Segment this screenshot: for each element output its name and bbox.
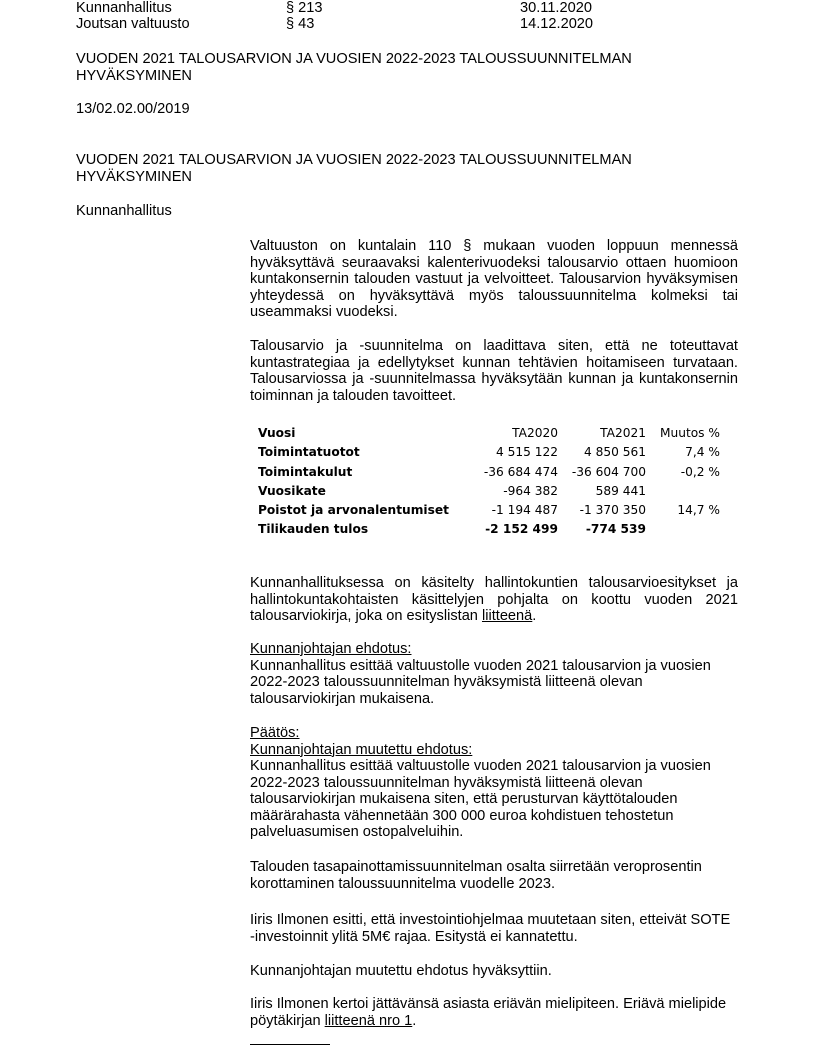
cell-change: 7,4 %	[685, 445, 720, 460]
dissent-line: Iiris Ilmonen kertoi jättävänsä asiasta eriävän mielipiteen. Eriävä mielipide	[250, 996, 727, 1012]
table-row	[258, 520, 728, 539]
meeting-date: 30.11.2020	[520, 0, 592, 16]
meeting-body: Kunnanhallitus	[76, 0, 172, 16]
row-label: Toimintakulut	[258, 464, 353, 479]
cell-ta2021: -36 604 700	[571, 464, 646, 479]
cell-ta2020: -1 194 487	[491, 503, 558, 518]
row-label: Tilikauden tulos	[258, 522, 369, 537]
paragraph-requirements: Talousarvio ja -suunnitelma on laadittava siten, että ne toteuttavat kuntastrategiaa ja edellytykset kunnan tehtävien hoitamiseen turvataan. Talousarviossa ja -suunnitelmassa hyväksytään kunnan ja kuntakonsernin toiminnan ja talouden tavoitteet.	[250, 338, 738, 404]
section-title	[76, 152, 696, 185]
modified-proposal-line: määrärahasta vähennetään 300 000 euroa kohdistuen tehostetun	[250, 807, 674, 824]
proposal-line: Kunnanhallitus esittää valtuustolle vuoden 2021 talousarvion ja vuosien	[250, 657, 711, 674]
table-row	[258, 443, 728, 462]
row-label: Poistot ja arvonalentumiset	[258, 503, 449, 518]
title-line: VUODEN 2021 TALOUSARVION JA VUOSIEN 2022-2023 TALOUSSUUNNITELMAN	[76, 51, 632, 67]
row-label: Vuosikate	[258, 483, 326, 498]
row-label: Toimintatuotot	[258, 445, 360, 460]
section-number: § 43	[286, 16, 315, 32]
modified-proposal-line: Kunnanhallitus esittää valtuustolle vuoden 2021 talousarvion ja vuosien	[250, 758, 711, 774]
balance-plan-paragraph	[250, 859, 738, 892]
table-row	[258, 463, 728, 482]
document-title	[76, 51, 696, 84]
paragraph-budget-book	[250, 575, 738, 625]
counter-proposal-line: -investoinnit ylitä 5M€ rajaa. Esitystä ei kannatettu.	[250, 928, 578, 945]
title-line: HYVÄKSYMINEN	[76, 67, 192, 84]
cell-ta2020: -36 684 474	[483, 464, 558, 479]
cell-change: -0,2 %	[680, 464, 720, 479]
meeting-date: 14.12.2020	[520, 16, 594, 32]
body-heading: Kunnanhallitus	[76, 203, 172, 219]
cell-change: 14,7 %	[677, 503, 720, 518]
modified-proposal-line: 2022-2023 taloussuunnitelman hyväksymistä liitteenä olevan	[250, 774, 643, 791]
decision-heading: Päätös:	[250, 725, 300, 741]
modified-proposal-heading: Kunnanjohtajan muutettu ehdotus:	[250, 741, 473, 758]
proposal-section	[250, 641, 738, 707]
paragraph-text: Kunnanhallituksessa on käsitelty hallintokuntien talousarvioesitykset ja hallintokuntakohtaisten käsittelyjen pohjalta on koottu vuoden 2021 talousarviokirja, joka on esityslistan	[250, 575, 738, 624]
table-row	[258, 501, 728, 520]
header-year: Vuosi	[258, 426, 296, 440]
dissent-paragraph	[250, 996, 738, 1029]
decision-section	[250, 725, 738, 841]
cell-ta2021: 4 850 561	[583, 445, 646, 460]
dissent-line	[250, 1013, 738, 1030]
decision-result: Kunnanjohtajan muutettu ehdotus hyväksyttiin.	[250, 963, 552, 979]
proposal-line: 2022-2023 taloussuunnitelman hyväksymistä liitteenä olevan	[250, 674, 643, 690]
closing-rule	[250, 1044, 330, 1045]
cell-ta2021: 589 441	[595, 483, 646, 498]
cell-ta2021: -774 539	[585, 522, 646, 537]
balance-line: korottaminen taloussuunnitelma vuodelle 2023.	[250, 875, 556, 892]
proposal-line: talousarviokirjan mukaisena.	[250, 690, 435, 707]
modified-proposal-line: palveluasumisen ostopalveluihin.	[250, 824, 464, 840]
table-row	[258, 482, 728, 501]
title-line: HYVÄKSYMINEN	[76, 168, 192, 185]
record-number: 13/02.02.00/2019	[76, 101, 190, 117]
modified-proposal-line: talousarviokirjan mukaisena siten, että perusturvan käyttötalouden	[250, 791, 678, 807]
cell-ta2020: -2 152 499	[485, 522, 558, 537]
proposal-heading: Kunnanjohtajan ehdotus:	[250, 641, 412, 657]
section-number: § 213	[286, 0, 323, 16]
attachment-link[interactable]: liitteenä nro 1	[324, 1012, 413, 1029]
meeting-body: Joutsan valtuusto	[76, 16, 190, 32]
counter-proposal-paragraph	[250, 912, 738, 945]
counter-proposal-line: Iiris Ilmonen esitti, että investointiohjelmaa muutetaan siten, etteivät SOTE	[250, 912, 731, 928]
period: .	[532, 608, 537, 624]
balance-line: Talouden tasapainottamissuunnitelman osalta siirretään veroprosentin	[250, 859, 702, 875]
header-change: Muutos %	[659, 426, 720, 440]
table-header-row	[258, 424, 728, 443]
title-line: VUODEN 2021 TALOUSARVION JA VUOSIEN 2022-2023 TALOUSSUUNNITELMAN	[76, 152, 632, 168]
cell-ta2020: 4 515 122	[495, 445, 558, 460]
period: .	[412, 1012, 417, 1029]
header-ta2021: TA2021	[600, 426, 646, 440]
dissent-text: pöytäkirjan	[250, 1012, 325, 1029]
budget-table	[258, 424, 728, 540]
cell-ta2020: -964 382	[503, 483, 558, 498]
paragraph-legal-basis: Valtuuston on kuntalain 110 § mukaan vuoden loppuun mennessä hyväksyttävä seuraavaksi kalenterivuodeksi talousarvio ottaen huomioon kuntakonsernin talouden vastuut ja velvoitteet. Talousarvion hyväksymisen yhteydessä on hyväksyttävä myös taloussuunnitelma kolmeksi tai useammaksi vuodeksi.	[250, 238, 738, 320]
cell-ta2021: -1 370 350	[579, 503, 646, 518]
header-ta2020: TA2020	[512, 426, 558, 440]
attachment-link[interactable]: liitteenä	[481, 608, 533, 624]
